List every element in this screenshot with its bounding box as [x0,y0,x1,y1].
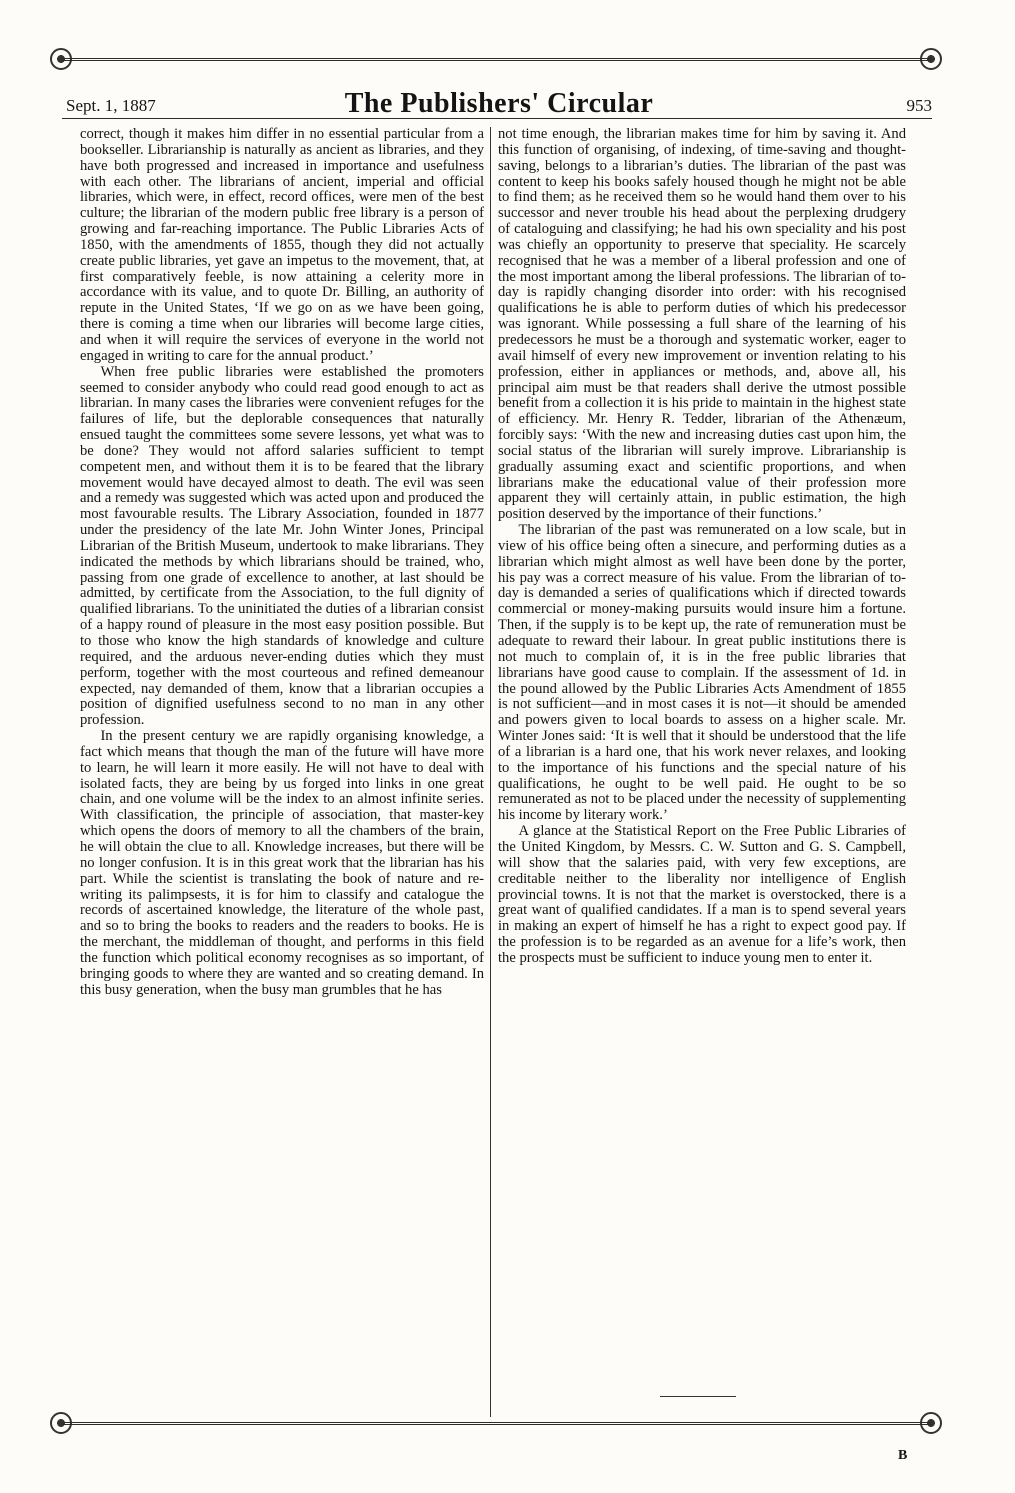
paragraph: When free public libraries were established the promoters seemed to consider anybody who could read good enough to act as librarian. In many cases the libraries were convenient refuges for the failures of life, but the deplorable consequences that naturally ensued taught the committees some severe lessons, yet what was to be done? They would not afford salaries sufficient to tempt competent men, and without them it is to be feared that the library movement would have decayed almost to death. The evil was seen and a remedy was suggested which was acted upon and produced the most favourable results. The Library Association, founded in 1877 under the presidency of the late Mr. John Winter Jones, Principal Librarian of the British Museum, undertook to make librarians. They indicated the methods by which librarians should be trained, who, passing from one grade of excellence to another, at last should be admitted, by certificate from the Association, to the full dignity of qualified librarians. To the uninitiated the duties of a librarian consist of a happy round of pleasure in the most easy position possible. But to those who know the high standards of knowledge and culture required, and the arduous never-ending duties which they must perform, together with the most courteous and refined demeanour expected, nay demanded of them, know that a librarian occupies a position of dignified usefulness second to no man in any other profession. [80,363,484,729]
paragraph: not time enough, the librarian makes time for him by saving it. And this function of organising, of indexing, of time-saving and thought-saving, belongs to a librarian’s duties. The librarian of the past was content to keep his books safely housed though he might not be able to find them; as he received them so he would hand them over to his successor and never trouble his head about the perplexing drudgery of cataloguing and classifying; he had his own speciality and his post was chiefly an opportunity to preserve that speciality. He scarcely recognised that he was a member of a liberal profession and one of the most important among the liberal professions. The librarian of to-day is rapidly changing disorder into order: with his recognised qualifications he is able to perform duties of which his predecessor was ignorant. While possessing a full share of the learning of his predecessors he must be a thorough and systematic worker, eager to avail himself of every new improvement or invention relating to his profession, either in appliances or methods, and, above all, his principal aim must be that readers shall derive the utmost possible benefit from a collection it is his pride to maintain in the highest state of efficiency. Mr. Henry R. Tedder, librarian of the Athenæum, forcibly says: ‘With the new and increasing duties cast upon him, the social status of the librarian will surely improve. Librarianship is gradually assuming exact and scientific proportions, and when librarians make the educational value of their profession more apparent they will certainly attain, in public estimation, the high position deserved by the importance of their functions.’ [498,126,906,523]
paragraph: A glance at the Statistical Report on the Free Public Libraries of the United Kingdom, by Messrs. C. W. Sutton and G. S. Campbell, will show that the salaries paid, with very few exceptions, are creditable neither to the liberality nor intelligence of English provincial towns. It is not that the market is overstocked, there is a great want of qualified candidates. If a man is to spend several years in making an expert of himself he has a right to expect good pay. If the profession is to be regarded as an avenue for a life’s work, then the prospects must be sufficient to induce young men to enter it. [498,823,906,966]
signature-mark: B [898,1448,908,1463]
page-header [66,88,932,118]
header-rule [62,118,932,119]
article-end-rule [660,1396,736,1397]
right-column [498,127,906,967]
paragraph: The librarian of the past was remunerated on a low scale, but in view of his office being often a sinecure, and performing duties as a librarian which might almost as well have been done by the porter, his pay was a correct measure of his value. From the librarian of to-day is demanded a series of qualifications which if directed towards commercial or money-making pursuits would insure him a fortune. Then, if the supply is to be kept up, the rate of remuneration must be adequate to reward their labour. In great public institutions there is not much to complain of, it is in the free public libraries that librarians have good cause to complain. If the assessment of 1d. in the pound allowed by the Public Libraries Acts Amendment of 1855 is not sufficient—and in most cases it is not—it should be amended and powers given to local boards to assess on a higher scale. Mr. Winter Jones said: ‘It is well that it should be understood that the life of a librarian is a hard one, that his work never relaxes, and looking to the importance of his functions and the special nature of his qualifications, he ought to be well paid. He ought to be so remunerated as not to be placed under the necessity of supplementing his income by literary work.’ [498,522,906,824]
column-divider [490,127,491,1417]
bottom-double-rule [62,1422,932,1425]
paragraph: In the present century we are rapidly organising knowledge, a fact which means that though the man of the future will have more to learn, he will learn it more easily. He will not have to deal with isolated facts, they are being by us forged into links in one great chain, and one volume will be the index to an almost infinite series. With classification, the principle of association, that master-key which opens the doors of memory to all the chambers of the brain, he will obtain the clue to all. Knowledge increases, but there will be no longer confusion. It is in this great work that the librarian has his part. While the scientist is translating the book of nature and re-writing its palimpsests, it is for him to classify and catalogue the records of ascertained knowledge, the literature of the whole past, and so to bring the books to readers and the readers to books. He is the merchant, the middleman of thought, and performs in this field the function which political economy recognises as so important, of bringing goods to where they are wanted and so creating demand. In this busy generation, when the busy man grumbles that he has [80,728,484,998]
top-double-rule [62,58,932,61]
page-number: 953 [906,96,932,115]
left-column [80,127,484,998]
issue-date: Sept. 1, 1887 [66,96,156,115]
publication-title: The Publishers' Circular [344,88,654,119]
paragraph: correct, though it makes him differ in no essential particular from a bookseller. Librarianship is naturally as ancient as libraries, and they have both progressed and increased in importance and usefulness with each other. The librarians of ancient, imperial and official libraries, which were, in effect, record offices, were men of the best culture; the librarian of the modern public free library is a person of growing and far-reaching importance. The Public Libraries Acts of 1850, with the amendments of 1855, though they did not actually create public libraries, yet gave an impetus to the movement, that, at first comparatively feeble, is now attaining a celerity more in accordance with its value, and to quote Dr. Billing, an authority of repute in the United States, ‘If we go on as we have been going, there is coming a time when our libraries will become large cities, and when it will require the services of everyone in the world not engaged in writing to care for the annual product.’ [80,126,484,364]
